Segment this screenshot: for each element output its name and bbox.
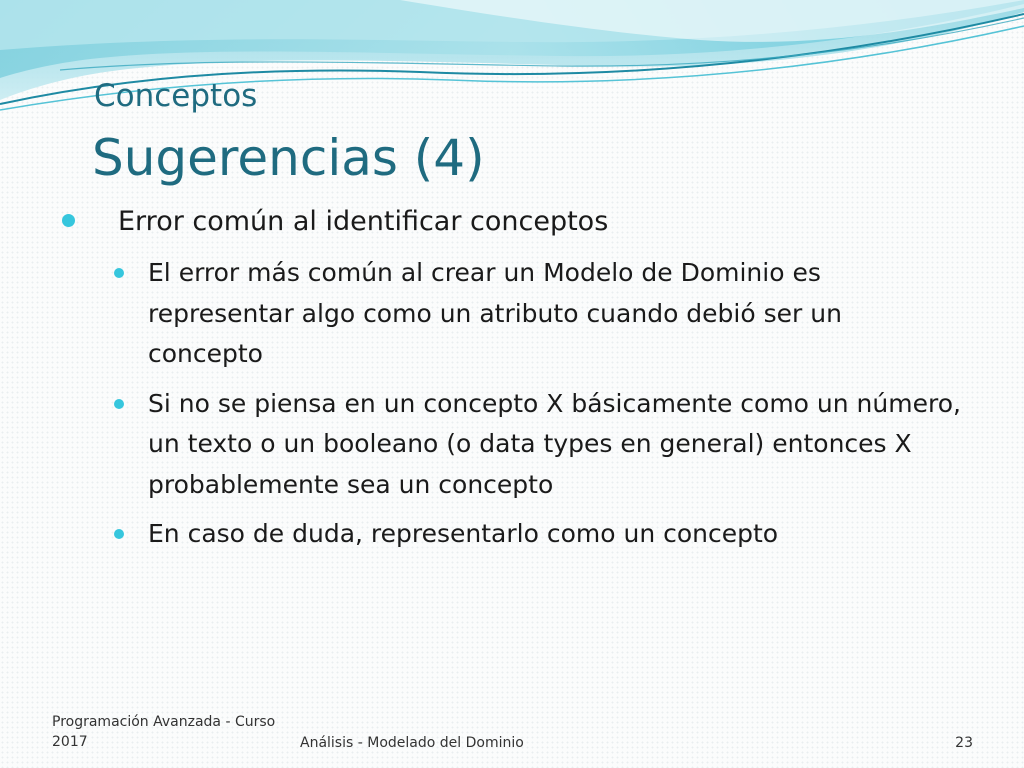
footer-topic: Análisis - Modelado del Dominio <box>300 735 524 751</box>
sub-bullet-text: En caso de duda, representarlo como un concepto <box>148 519 779 548</box>
bullet-dot-icon <box>114 268 124 278</box>
footer-course: Programación Avanzada - Curso 2017 <box>52 714 276 750</box>
bullet-dot-icon <box>62 214 75 227</box>
sub-bullet-list <box>114 253 964 564</box>
slide-title-section: Conceptos <box>94 78 258 114</box>
bullet-dot-icon <box>114 399 124 409</box>
bullet-dot-icon <box>114 529 124 539</box>
sub-bullet-item <box>114 384 964 506</box>
sub-bullet-text: El error más común al crear un Modelo de Dominio es representar algo como un atributo cuando debió ser un concepto <box>148 258 842 368</box>
page-number: 23 <box>955 735 973 751</box>
slide-title: Sugerencias (4) <box>92 129 485 187</box>
main-bullet-text: Error común al identificar conceptos <box>118 206 609 237</box>
sub-bullet-text: Si no se piensa en un concepto X básicamente como un número, un texto o un booleano (o data types en general) entonces X probablemente sea un concepto <box>148 388 961 499</box>
sub-bullet-item <box>114 253 964 375</box>
sub-bullet-item <box>114 514 964 555</box>
